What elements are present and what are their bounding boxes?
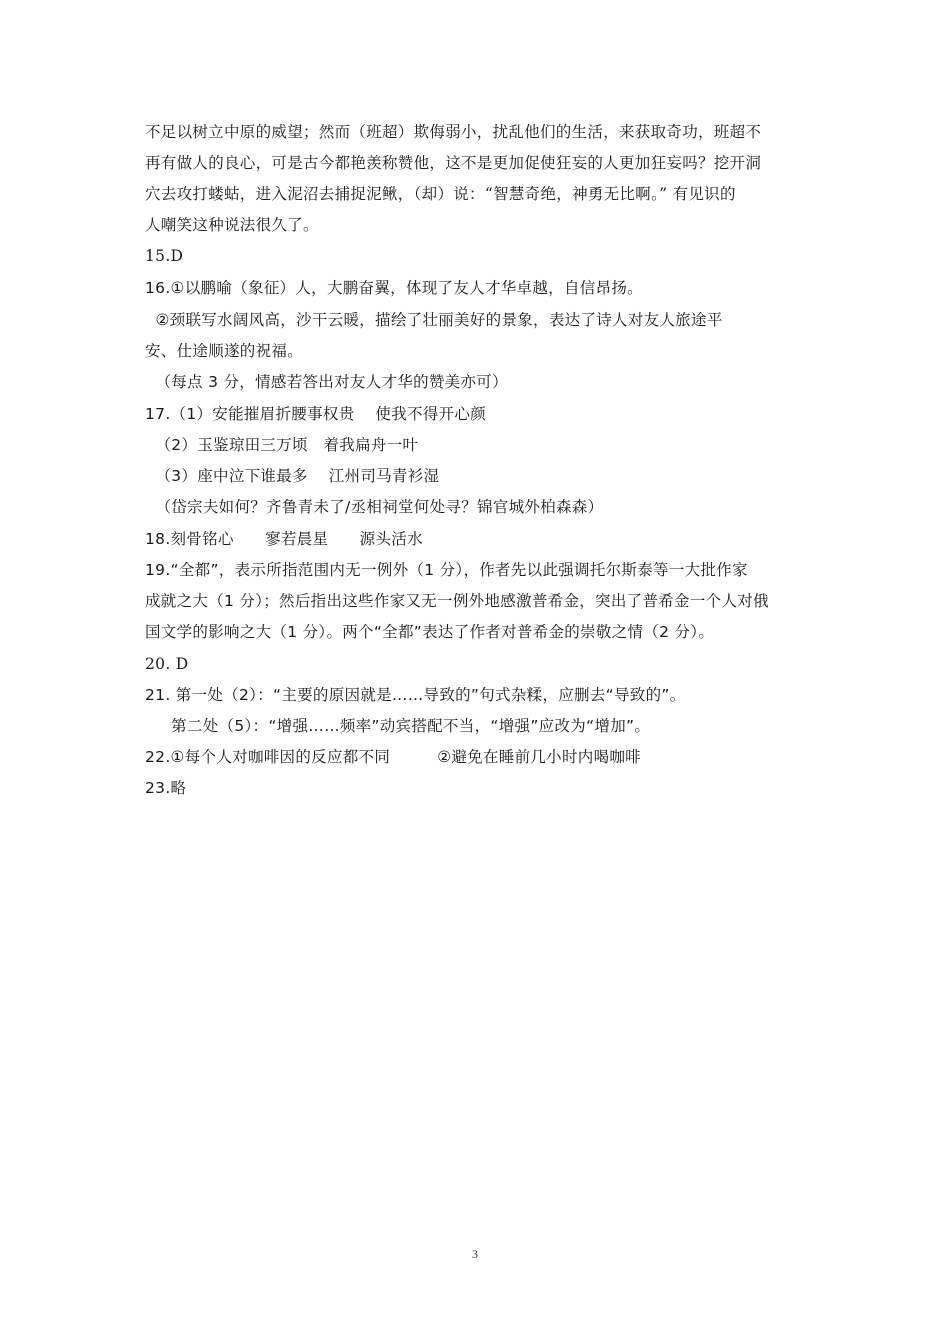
answer-16-point-2-cont: 安、仕途顺遂的祝福。 — [145, 342, 304, 360]
answer-21-first: 21. 第一处（2）：“主要的原因就是……导致的”句式杂糅，应删去“导致的”。 — [145, 686, 686, 704]
answer-16-point-1: 16.①以鹏喻（象征）人，大鹏奋翼，体现了友人才华卓越，自信昂扬。 — [145, 279, 643, 297]
answer-17-1: 17.（1）安能摧眉折腰事权贵 使我不得开心颜 — [145, 405, 487, 423]
text-line: 穴去攻打蝼蛄，进入泥沼去捕捉泥鳅，（却）说：“智慧奇绝，神勇无比啊。” 有见识的 — [145, 185, 736, 203]
answer-19: 19.“全都”，表示所指范围内无一例外（1 分），作者先以此强调托尔斯泰等一大批作家 — [145, 561, 748, 579]
answer-16-point-2: ②颈联写水阔风高，沙干云暖，描绘了壮丽美好的景象，表达了诗人对友人旅途平 — [145, 311, 723, 329]
answer-23: 23.略 — [145, 779, 187, 797]
answer-22: 22.①每个人对咖啡因的反应都不同 ②避免在睡前几小时内喝咖啡 — [145, 748, 641, 766]
answer-20: 20. D — [145, 655, 189, 673]
answer-16-note: （每点 3 分，情感若答出对友人才华的赞美亦可） — [145, 373, 508, 391]
answer-17-note: （岱宗夫如何？齐鲁青未了/丞相祠堂何处寻？锦官城外柏森森） — [145, 498, 604, 516]
answer-15: 15.D — [145, 247, 184, 265]
answer-18: 18.刻骨铭心 寥若晨星 源头活水 — [145, 530, 423, 548]
answer-19-cont-1: 成就之大（1 分）；然后指出这些作家又无一例外地感激普希金，突出了普希金一个人对俄 — [145, 592, 769, 610]
answer-19-cont-2: 国文学的影响之大（1 分）。两个“全都”表达了作者对普希金的崇敬之情（2 分）。 — [145, 623, 715, 641]
answer-21-second: 第二处（5）：“增强……频率”动宾搭配不当，“增强”应改为“增加”。 — [145, 717, 651, 735]
answer-17-3: （3）座中泣下谁最多 江州司马青衫湿 — [145, 467, 440, 485]
text-line: 不足以树立中原的威望；然而（班超）欺侮弱小，扰乱他们的生活，来获取奇功，班超不 — [145, 123, 762, 141]
answer-17-2: （2）玉鉴琼田三万顷 着我扁舟一叶 — [145, 436, 419, 454]
text-line: 人嘲笑这种说法很久了。 — [145, 216, 319, 234]
page-number: 3 — [472, 1247, 478, 1261]
text-line: 再有做人的良心，可是古今都艳羡称赞他，这不是更加促使狂妄的人更加狂妄吗？挖开洞 — [145, 154, 762, 172]
